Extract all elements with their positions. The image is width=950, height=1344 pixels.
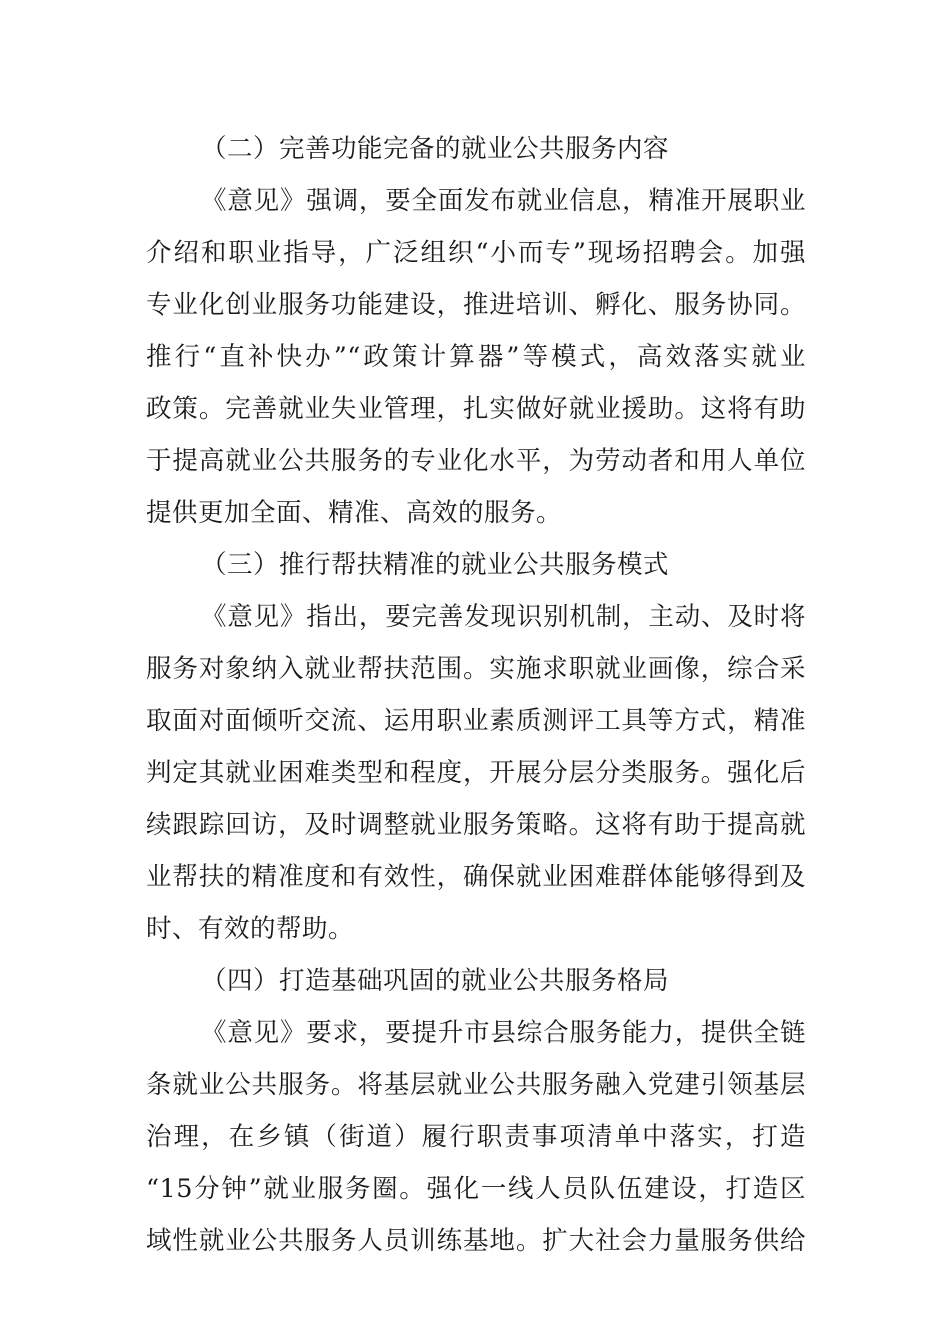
paragraph-line: 介绍和职业指导，广泛组织“小而专”现场招聘会。加强 [146, 238, 806, 268]
paragraph-line: 政策。完善就业失业管理，扎实做好就业援助。这将有助 [146, 394, 806, 424]
paragraph-line: 《意见》要求，要提升市县综合服务能力，提供全链 [201, 1018, 806, 1048]
paragraph-line: 业帮扶的精准度和有效性，确保就业困难群体能够得到及 [146, 862, 806, 892]
paragraph-line: 《意见》指出，要完善发现识别机制，主动、及时将 [201, 602, 806, 632]
paragraph-line: 服务对象纳入就业帮扶范围。实施求职就业画像，综合采 [146, 654, 806, 684]
paragraph-line: 判定其就业困难类型和程度，开展分层分类服务。强化后 [146, 758, 806, 788]
paragraph-line: 提供更加全面、精准、高效的服务。 [146, 498, 563, 528]
document-body [146, 123, 806, 1267]
paragraph-line: 域性就业公共服务人员训练基地。扩大社会力量服务供给 [146, 1226, 806, 1256]
paragraph-line: 《意见》强调，要全面发布就业信息，精准开展职业 [201, 186, 806, 216]
section-heading: （三）推行帮扶精准的就业公共服务模式 [201, 550, 670, 580]
paragraph-line: “15分钟”就业服务圈。强化一线人员队伍建设，打造区 [146, 1174, 806, 1204]
paragraph-line: 推行“直补快办”“政策计算器”等模式，高效落实就业 [146, 342, 806, 372]
paragraph-line: 取面对面倾听交流、运用职业素质测评工具等方式，精准 [146, 706, 806, 736]
paragraph-line: 于提高就业公共服务的专业化水平，为劳动者和用人单位 [146, 446, 806, 476]
paragraph-line: 续跟踪回访，及时调整就业服务策略。这将有助于提高就 [146, 810, 806, 840]
section-heading: （二）完善功能完备的就业公共服务内容 [201, 134, 670, 164]
paragraph-line: 时、有效的帮助。 [146, 914, 355, 944]
section-heading: （四）打造基础巩固的就业公共服务格局 [201, 966, 670, 996]
paragraph-line: 条就业公共服务。将基层就业公共服务融入党建引领基层 [146, 1070, 806, 1100]
paragraph-line: 专业化创业服务功能建设，推进培训、孵化、服务协同。 [146, 290, 806, 320]
paragraph-line: 治理，在乡镇（街道）履行职责事项清单中落实，打造 [146, 1122, 806, 1152]
